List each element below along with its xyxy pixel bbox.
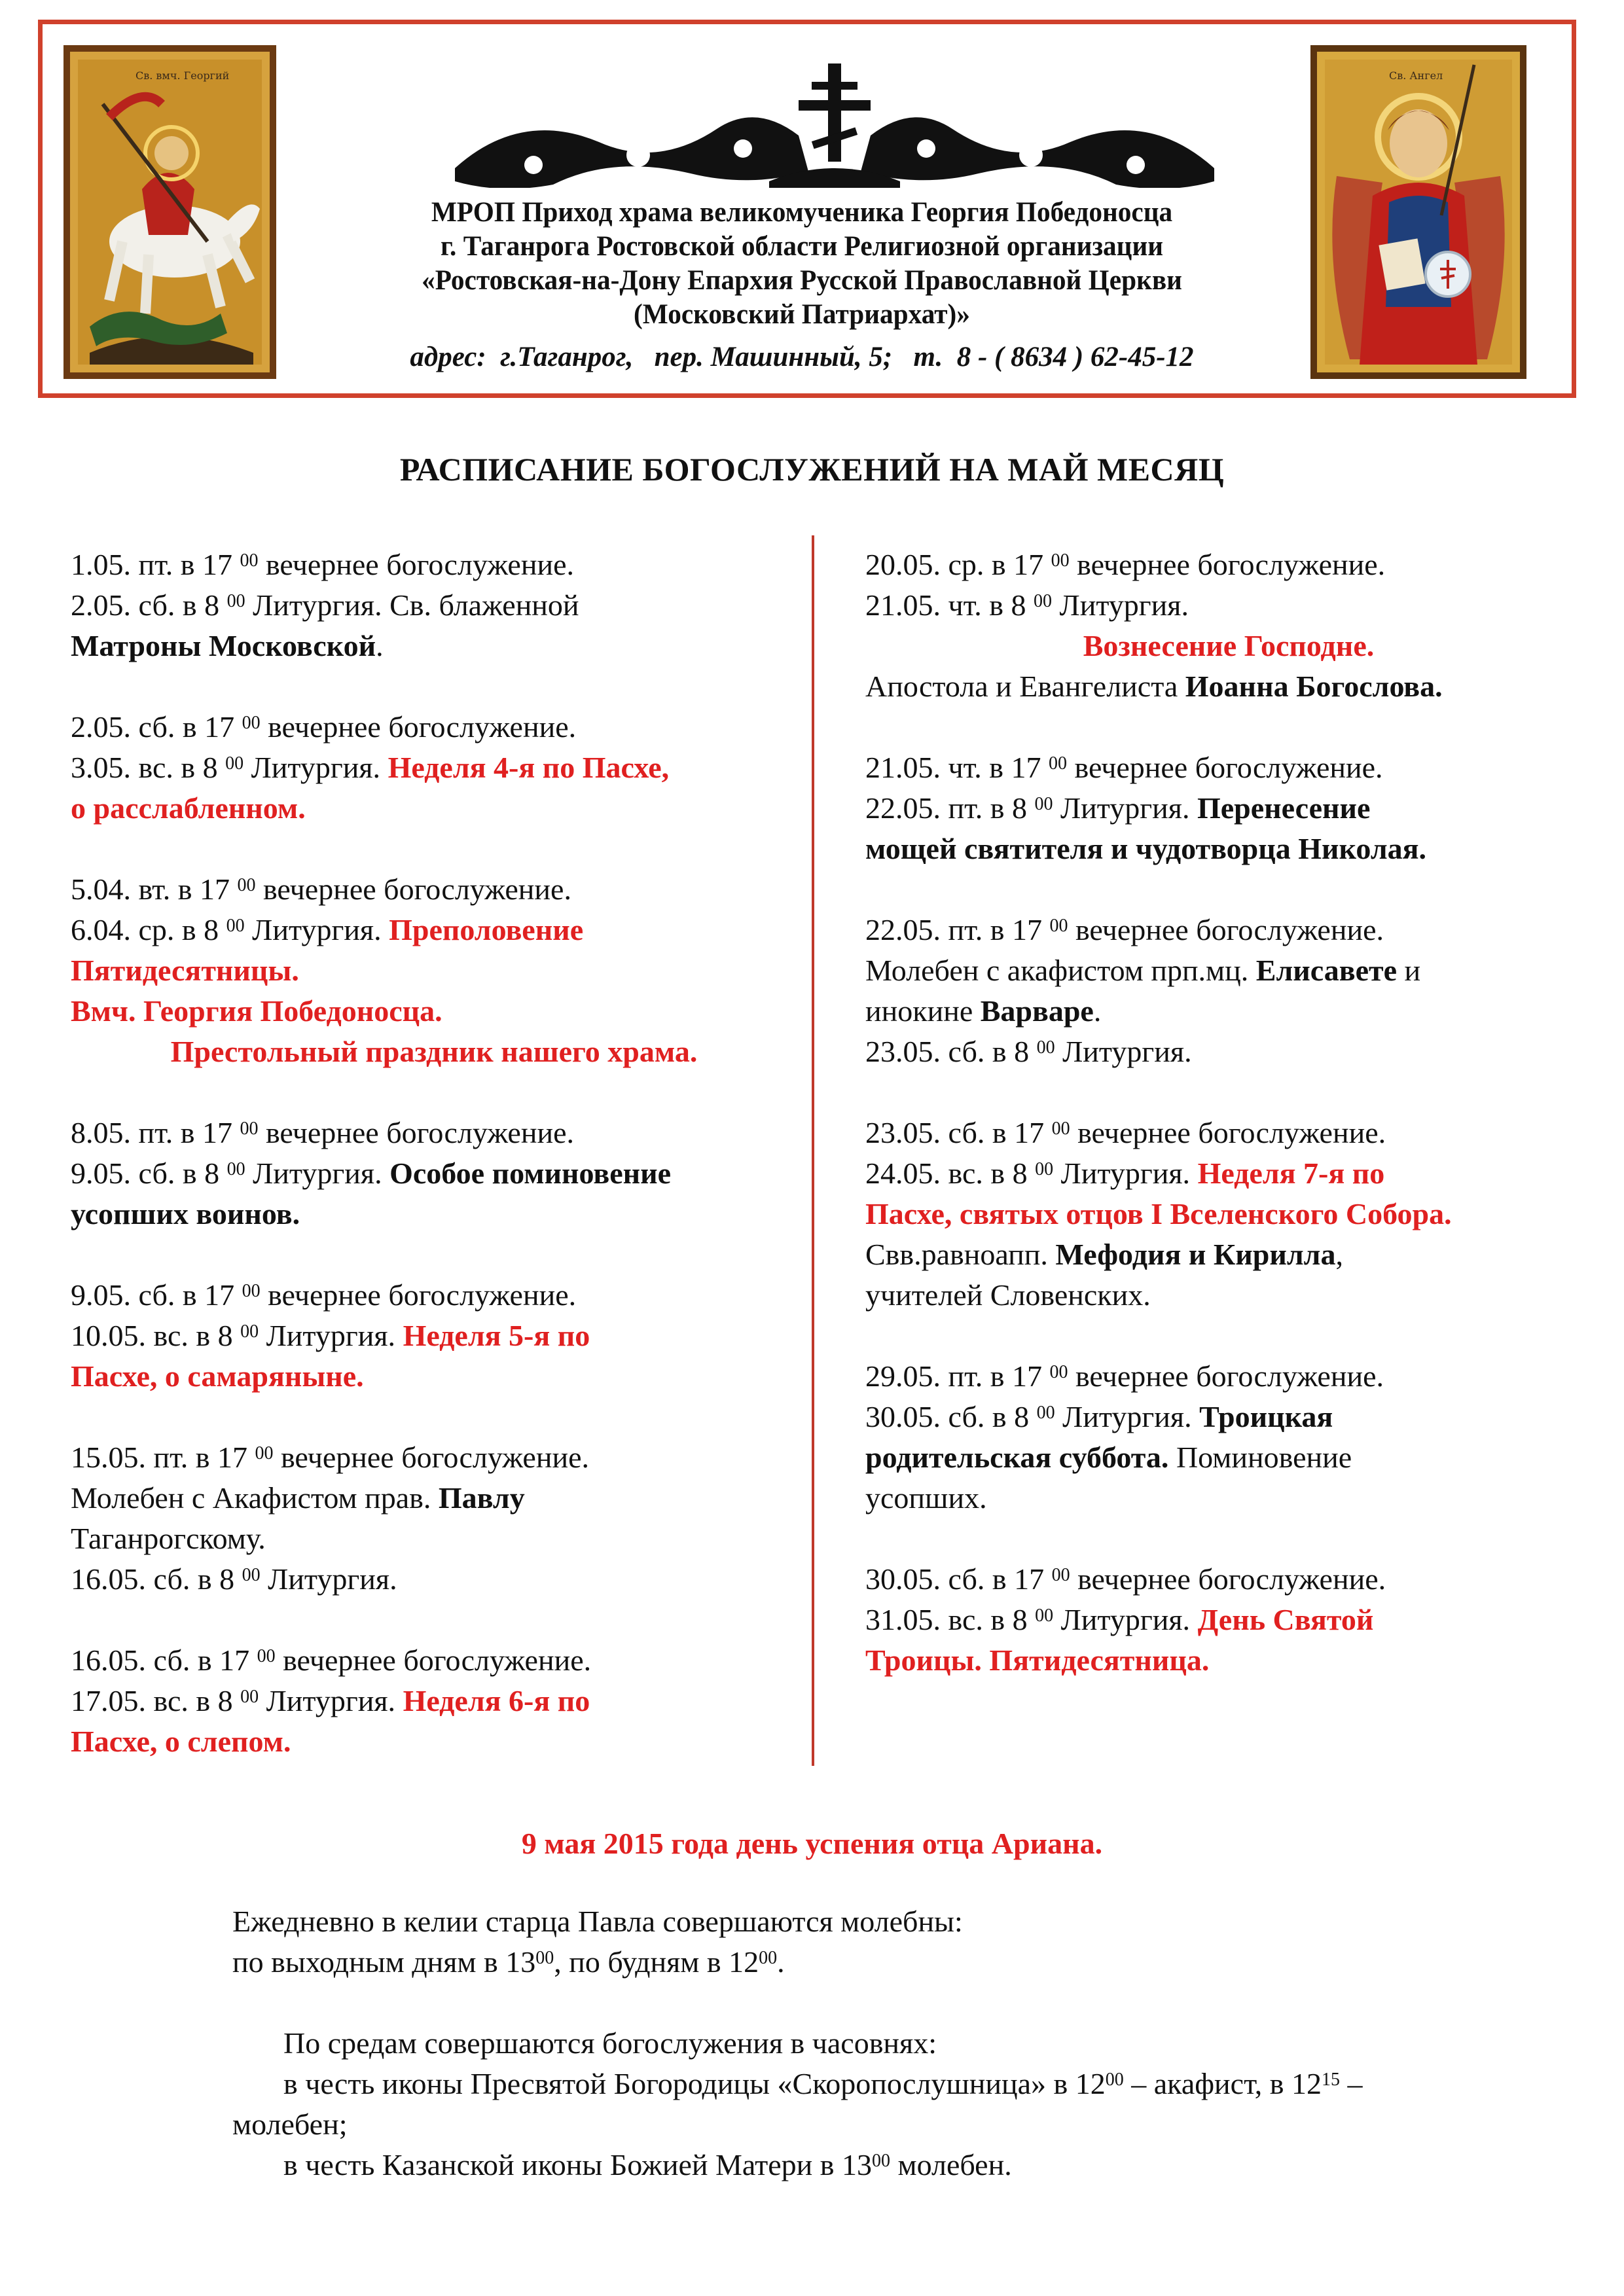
text-run: Престольный праздник нашего храма. (170, 1035, 698, 1068)
schedule-line (865, 1437, 1592, 1478)
spacer (71, 1397, 797, 1437)
schedule-line (71, 1640, 797, 1681)
text-run: Литургия. (1055, 1035, 1192, 1068)
schedule-line (71, 1559, 797, 1600)
text-run: вечернее богослужение. (260, 710, 577, 744)
text-run: о расслабленном. (71, 791, 306, 825)
text-run: 00 (226, 916, 245, 936)
text-run: вечернее богослужение. (260, 1278, 577, 1312)
text-run: 00 (237, 875, 256, 895)
text-run: 00 (759, 1948, 778, 1968)
schedule-line (865, 626, 1592, 666)
schedule-line (865, 1640, 1592, 1681)
schedule-line (71, 707, 797, 747)
schedule-line (232, 2145, 1476, 2185)
text-run: По средам совершаются богослужения в часовнях: (283, 2026, 937, 2060)
text-run: 9.05. сб. в 8 (71, 1157, 227, 1190)
text-run: Литургия. (1053, 1603, 1198, 1636)
text-run: Неделя 5-я по (403, 1319, 590, 1352)
schedule-line (71, 1681, 797, 1721)
schedule-line (865, 545, 1592, 585)
text-run: Пятидесятницы. (71, 954, 299, 987)
text-run: 21.05. чт. в 17 (865, 751, 1049, 784)
spacer (865, 1518, 1592, 1559)
text-run: Литургия. (1055, 1400, 1200, 1433)
text-run: Иоанна Богослова. (1185, 670, 1443, 703)
text-run: 20.05. ср. в 17 (865, 548, 1051, 581)
text-run: Особое поминовение (389, 1157, 672, 1190)
text-run: усопших воинов. (71, 1197, 300, 1230)
schedule-line (865, 991, 1592, 1031)
schedule-line (71, 1356, 797, 1397)
text-run: Ежедневно в келии старца Павла совершаются молебны: (232, 1905, 963, 1938)
schedule-line (71, 626, 797, 666)
text-run: молебен. (890, 2148, 1012, 2181)
archangel-icon (1310, 45, 1526, 379)
text-run: 1.05. пт. в 17 (71, 548, 240, 581)
text-run: Неделя 6-я по (403, 1684, 590, 1717)
schedule-line (865, 1559, 1592, 1600)
text-run: Молебен с Акафистом прав. (71, 1481, 439, 1515)
schedule-line (865, 1275, 1592, 1316)
schedule-line (71, 869, 797, 910)
text-run: Молебен с акафистом прп.мц. (865, 954, 1256, 987)
text-run: усопших. (865, 1481, 987, 1515)
text-run: Елисавете (1255, 954, 1398, 987)
text-run: 30.05. сб. в 17 (865, 1562, 1052, 1596)
text-run: Литургия. (244, 913, 389, 946)
text-run: вечернее богослужение. (1069, 548, 1386, 581)
schedule-line (865, 1600, 1592, 1640)
text-run: 17.05. вс. в 8 (71, 1684, 241, 1717)
text-run: 00 (1034, 591, 1052, 611)
schedule-line (865, 1194, 1592, 1234)
spacer (71, 666, 797, 707)
text-run: 31.05. вс. в 8 (865, 1603, 1036, 1636)
text-run: и (1397, 954, 1421, 987)
text-run: в честь Казанской иконы Божией Матери в 13 (283, 2148, 872, 2181)
schedule-line (865, 788, 1592, 829)
text-run: 00 (1049, 916, 1068, 936)
text-run: Литургия. (1053, 791, 1197, 825)
text-run: 00 (1051, 1565, 1070, 1585)
schedule-line (865, 1397, 1592, 1437)
schedule-line (865, 585, 1592, 626)
text-run: 00 (1035, 1605, 1054, 1626)
spacer (865, 1316, 1592, 1356)
text-run: 9.05. сб. в 17 (71, 1278, 242, 1312)
schedule-line (232, 2064, 1476, 2104)
text-run: инокине (865, 994, 981, 1028)
text-run: вечернее богослужение. (1068, 913, 1384, 946)
text-run: Неделя 4-я по Пасхе, (388, 751, 670, 784)
schedule-line (865, 1356, 1592, 1397)
spacer (865, 869, 1592, 910)
text-run: Литургия. (1053, 1157, 1198, 1190)
text-run: 00 (1034, 794, 1053, 814)
schedule-right-column (865, 545, 1592, 1681)
schedule-line (71, 1194, 797, 1234)
text-run: 00 (257, 1646, 276, 1666)
text-run: 23.05. сб. в 17 (865, 1116, 1052, 1149)
text-run: 15 (1321, 2070, 1340, 2090)
text-run: 10.05. вс. в 8 (71, 1319, 241, 1352)
text-run: Вознесение Господне. (1083, 629, 1375, 662)
text-run: Троицкая (1199, 1400, 1333, 1433)
text-run: – (1339, 2067, 1363, 2100)
text-run: 22.05. пт. в 8 (865, 791, 1035, 825)
schedule-line (71, 1031, 797, 1072)
text-run: вечернее богослужение. (1067, 751, 1383, 784)
text-run: 00 (1049, 753, 1067, 774)
schedule-line (865, 910, 1592, 950)
text-run: вечернее богослужение. (258, 1116, 574, 1149)
text-run: 00 (240, 1687, 259, 1707)
schedule-line (232, 2104, 1476, 2145)
schedule-line (865, 747, 1592, 788)
org-line: МРОП Приход храма великомученика Георгия Победоносца (431, 197, 1173, 228)
text-run: Литургия. (1052, 588, 1189, 622)
schedule-line (865, 1031, 1592, 1072)
text-run: молебен; (232, 2108, 348, 2141)
text-run: 16.05. сб. в 8 (71, 1562, 242, 1596)
text-run: Варваре (980, 994, 1094, 1028)
text-run: 00 (226, 1159, 245, 1179)
text-run: вечернее богослужение. (275, 1643, 592, 1677)
text-run: Литургия. Св. блаженной (245, 588, 579, 622)
text-run: Преполовение (389, 913, 584, 946)
text-run: 00 (1035, 1159, 1054, 1179)
text-run: 00 (535, 1948, 554, 1968)
text-run: вечернее богослужение. (255, 872, 571, 906)
text-run: Троицы. Пятидесятница. (865, 1643, 1210, 1677)
text-run: 00 (226, 591, 245, 611)
text-run: 00 (240, 1119, 259, 1139)
header-frame (38, 20, 1576, 398)
text-run: родительская суббота. (865, 1441, 1169, 1474)
text-run: 2.05. сб. в 17 (71, 710, 242, 744)
schedule-line (71, 991, 797, 1031)
text-run: 00 (1049, 1362, 1068, 1382)
text-run: Перенесение (1197, 791, 1371, 825)
daily-services-note (232, 1901, 1476, 2185)
text-run: 00 (242, 1281, 261, 1301)
text-run: , (1335, 1238, 1343, 1271)
text-run: Свв.равноапп. (865, 1238, 1056, 1271)
text-run: 00 (1051, 550, 1070, 571)
spacer (865, 1072, 1592, 1113)
text-run: День Святой (1197, 1603, 1374, 1636)
spacer (71, 1600, 797, 1640)
text-run: 6.04. ср. в 8 (71, 913, 226, 946)
schedule-line (865, 666, 1592, 707)
text-run: 00 (255, 1443, 274, 1463)
text-run: 00 (1105, 2070, 1124, 2090)
text-run: Литургия. (244, 751, 388, 784)
text-run: 23.05. сб. в 8 (865, 1035, 1037, 1068)
svg-text:Св. Ангел: Св. Ангел (1389, 69, 1443, 82)
memorial-note: 9 мая 2015 года день успения отца Ариана. (521, 1827, 1103, 1860)
schedule-line (865, 829, 1592, 869)
schedule-line (71, 1721, 797, 1762)
org-line: г. Таганрога Ростовской области Религиозной организации (440, 231, 1164, 262)
schedule-line (865, 1153, 1592, 1194)
text-run: – акафист, в 12 (1123, 2067, 1322, 2100)
text-run: Таганрогскому. (71, 1522, 266, 1555)
text-run: . (777, 1945, 785, 1979)
text-run: Вмч. Георгия Победоносца. (71, 994, 442, 1028)
text-run: 8.05. пт. в 17 (71, 1116, 240, 1149)
schedule-line (71, 788, 797, 829)
schedule-line (71, 747, 797, 788)
text-run: 5.04. вт. в 17 (71, 872, 238, 906)
text-run: вечернее богослужение. (1068, 1359, 1384, 1393)
address-line: адрес: г.Таганрог, пер. Машинный, 5; т. 8 - ( 8634 ) 62-45-12 (410, 342, 1194, 372)
text-run: Поминовение (1168, 1441, 1352, 1474)
text-run: мощей святителя и чудотворца Николая. (865, 832, 1427, 865)
text-run: 00 (242, 1565, 261, 1585)
schedule-line (71, 1275, 797, 1316)
text-run: 24.05. вс. в 8 (865, 1157, 1036, 1190)
org-line: «Ростовская-на-Дону Епархия Русской Православной Церкви (422, 265, 1182, 296)
spacer (71, 829, 797, 869)
schedule-line (232, 1942, 1476, 1982)
text-run: 2.05. сб. в 8 (71, 588, 227, 622)
schedule-line (865, 1234, 1592, 1275)
schedule-line (865, 1478, 1592, 1518)
schedule-line (71, 545, 797, 585)
text-run: 30.05. сб. в 8 (865, 1400, 1037, 1433)
spacer (232, 1982, 1476, 2023)
text-run: 15.05. пт. в 17 (71, 1441, 255, 1474)
schedule-line (71, 1437, 797, 1478)
text-run: Матроны Московской (71, 629, 376, 662)
text-run: Литургия. (245, 1157, 390, 1190)
text-run: 16.05. сб. в 17 (71, 1643, 257, 1677)
schedule-line (865, 950, 1592, 991)
schedule-line (71, 950, 797, 991)
schedule-line (232, 2023, 1476, 2064)
spacer (71, 1234, 797, 1275)
text-run: 00 (1036, 1037, 1055, 1058)
text-run: 00 (240, 1321, 259, 1342)
text-run: 21.05. чт. в 8 (865, 588, 1034, 622)
text-run: вечернее богослужение. (273, 1441, 589, 1474)
text-run: 00 (872, 2151, 890, 2171)
text-run: 22.05. пт. в 17 (865, 913, 1050, 946)
schedule-line (71, 585, 797, 626)
text-run: , по будням в 12 (554, 1945, 759, 1979)
saint-george-icon (63, 45, 276, 379)
schedule-left-column (71, 545, 797, 1762)
text-run: 00 (1036, 1403, 1055, 1423)
schedule-line (71, 1518, 797, 1559)
text-run: Литургия. (259, 1684, 403, 1717)
svg-text:Св. вмч. Георгий: Св. вмч. Георгий (135, 69, 230, 82)
schedule-line (71, 1478, 797, 1518)
text-run: 29.05. пт. в 17 (865, 1359, 1050, 1393)
schedule-line (71, 1316, 797, 1356)
text-run: вечернее богослужение. (1070, 1562, 1386, 1596)
spacer (71, 1072, 797, 1113)
schedule-line (71, 1153, 797, 1194)
text-run: 00 (242, 713, 261, 733)
text-run: Литургия. (260, 1562, 397, 1596)
text-run: Литургия. (259, 1319, 403, 1352)
schedule-line (71, 910, 797, 950)
org-line: (Московский Патриархат)» (634, 299, 970, 330)
text-run: учителей Словенских. (865, 1278, 1151, 1312)
text-run: 00 (240, 550, 259, 571)
text-run: Павлу (438, 1481, 525, 1515)
text-run: в честь иконы Пресвятой Богородицы «Скоропослушница» в 12 (283, 2067, 1106, 2100)
text-run: Мефодия и Кирилла (1055, 1238, 1336, 1271)
text-run: 00 (225, 753, 244, 774)
column-divider (812, 535, 814, 1766)
text-run: 3.05. вс. в 8 (71, 751, 226, 784)
text-run: вечернее богослужение. (258, 548, 574, 581)
schedule-line (71, 1113, 797, 1153)
cross-ornament (442, 57, 1227, 188)
text-run: . (1093, 994, 1102, 1028)
spacer (865, 707, 1592, 747)
schedule-line (232, 1901, 1476, 1942)
text-run: Пасхе, о слепом. (71, 1725, 291, 1758)
text-run: Пасхе, о самаряныне. (71, 1359, 364, 1393)
text-run: вечернее богослужение. (1070, 1116, 1386, 1149)
text-run: Апостола и Евангелиста (865, 670, 1185, 703)
text-run: Неделя 7-я по (1197, 1157, 1385, 1190)
organization-name (331, 196, 1273, 332)
text-run: . (376, 629, 384, 662)
text-run: 00 (1051, 1119, 1070, 1139)
text-run: Пасхе, святых отцов I Вселенского Собора. (865, 1197, 1452, 1230)
text-run: по выходным дням в 13 (232, 1945, 536, 1979)
page-title: РАСПИСАНИЕ БОГОСЛУЖЕНИЙ НА МАЙ МЕСЯЦ (399, 451, 1225, 488)
schedule-line (865, 1113, 1592, 1153)
